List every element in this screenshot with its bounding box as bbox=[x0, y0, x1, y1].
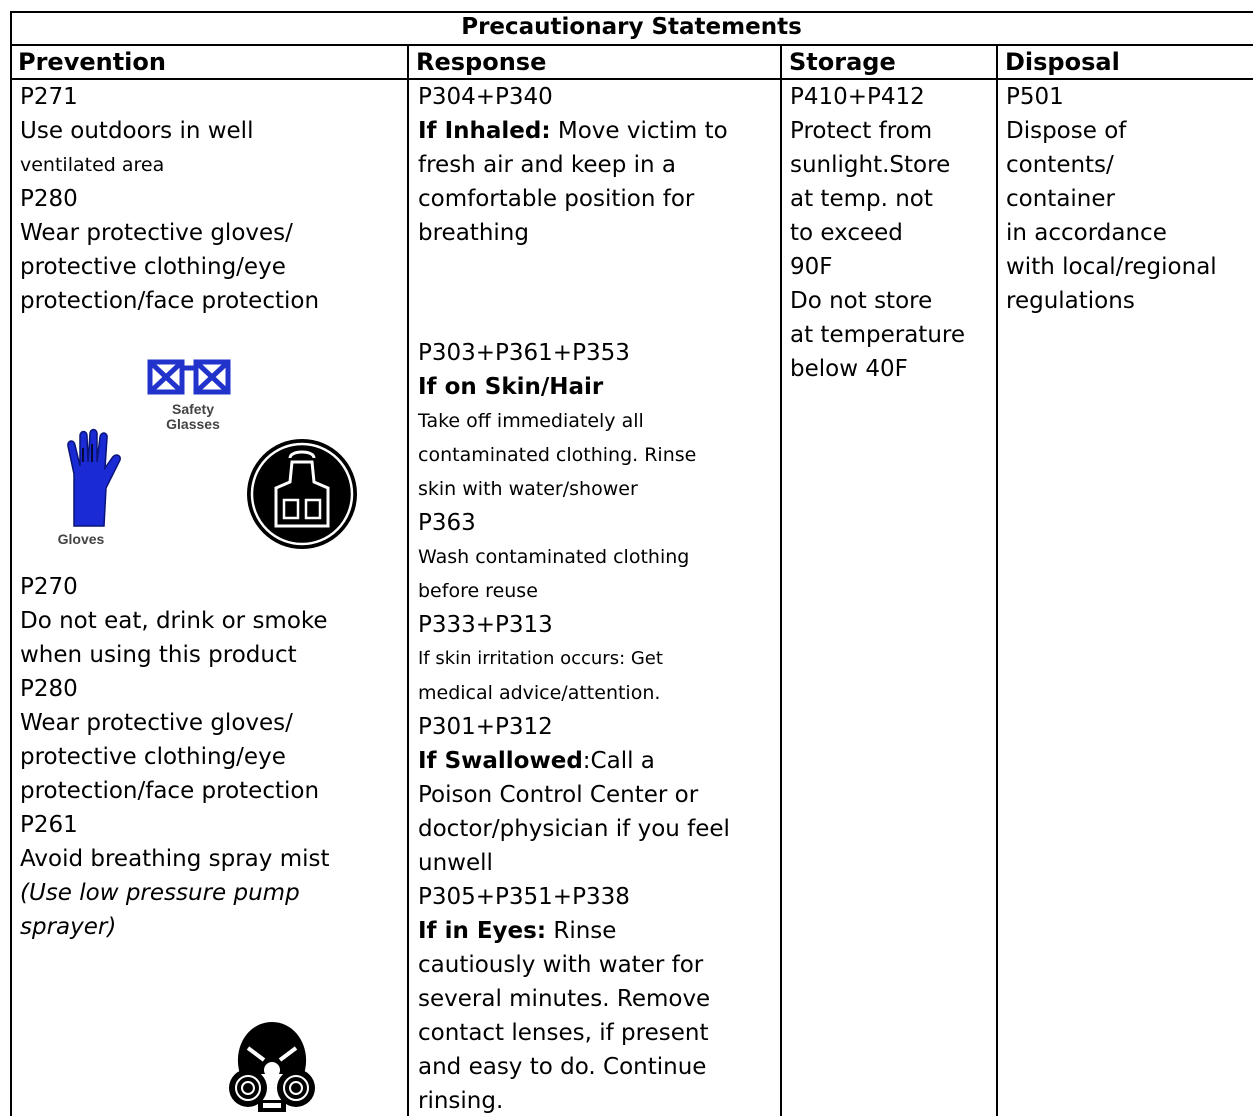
statement-text: Poison Control Center or bbox=[418, 782, 699, 808]
statement-text: to exceed bbox=[790, 220, 903, 246]
statement-text: at temp. not bbox=[790, 186, 933, 212]
statement-text bbox=[418, 744, 655, 778]
statement-heading: If on Skin/Hair bbox=[418, 374, 604, 400]
disposal-header: Disposal bbox=[1005, 48, 1120, 76]
statement-text: several minutes. Remove bbox=[418, 986, 711, 1012]
statement-heading: If in Eyes: bbox=[418, 918, 547, 944]
statement-text-part: Move victim to bbox=[550, 118, 728, 144]
statement-code: P304+P340 bbox=[418, 84, 553, 110]
statement-text: with local/regional bbox=[1006, 254, 1217, 280]
statement-text: 90F bbox=[790, 254, 833, 280]
statement-text: Avoid breathing spray mist bbox=[20, 846, 330, 872]
statement-code: P501 bbox=[1006, 84, 1064, 110]
statement-text: fresh air and keep in a bbox=[418, 152, 676, 178]
storage-header: Storage bbox=[789, 48, 896, 76]
table-border-left bbox=[10, 11, 12, 1116]
statement-text: Do not store bbox=[790, 288, 933, 314]
statement-text: Wash contaminated clothing bbox=[418, 546, 690, 568]
statement-text: when using this product bbox=[20, 642, 297, 668]
statement-text: in accordance bbox=[1006, 220, 1167, 246]
safety-glasses-label-line: Safety bbox=[171, 401, 215, 417]
statement-text: breathing bbox=[418, 220, 529, 246]
statement-text: protection/face protection bbox=[20, 778, 320, 804]
safety-glasses-icon bbox=[144, 356, 236, 398]
statement-text-part: :Call a bbox=[582, 748, 655, 774]
statement-text-part: Rinse bbox=[546, 918, 617, 944]
statement-code: P303+P361+P353 bbox=[418, 340, 630, 366]
statement-heading: If Inhaled: bbox=[418, 118, 551, 144]
column-divider bbox=[996, 44, 998, 1116]
statement-code: P280 bbox=[20, 676, 78, 702]
statement-text: doctor/physician if you feel bbox=[418, 816, 730, 842]
statement-text: If skin irritation occurs: Get bbox=[418, 648, 663, 669]
statement-code: P271 bbox=[20, 84, 78, 110]
statement-text: sunlight.Store bbox=[790, 152, 951, 178]
statement-text: skin with water/shower bbox=[418, 478, 638, 500]
statement-text: Take off immediately all bbox=[418, 410, 644, 432]
statement-text: Use outdoors in well bbox=[20, 118, 254, 144]
statement-heading: If Swallowed bbox=[418, 748, 583, 774]
statement-code: P280 bbox=[20, 186, 78, 212]
prevention-header: Prevention bbox=[18, 48, 166, 76]
statement-text: cautiously with water for bbox=[418, 952, 704, 978]
statement-text: contact lenses, if present bbox=[418, 1020, 709, 1046]
statement-text: unwell bbox=[418, 850, 493, 876]
statement-code: P333+P313 bbox=[418, 612, 553, 638]
statement-text: below 40F bbox=[790, 356, 908, 382]
statement-text: contaminated clothing. Rinse bbox=[418, 444, 697, 466]
statement-code: P410+P412 bbox=[790, 84, 925, 110]
statement-text: Wear protective gloves/ bbox=[20, 220, 293, 246]
safety-glasses-label-line: Glasses bbox=[166, 416, 220, 432]
statement-text: at temperature bbox=[790, 322, 965, 348]
statement-code: P301+P312 bbox=[418, 714, 553, 740]
statement-code: P363 bbox=[418, 510, 476, 536]
statement-text: before reuse bbox=[418, 580, 538, 602]
statement-note: sprayer) bbox=[20, 914, 117, 940]
statement-code: P270 bbox=[20, 574, 78, 600]
gloves-label: Gloves bbox=[57, 531, 105, 547]
table-title: Precautionary Statements bbox=[461, 14, 802, 40]
statement-code: P261 bbox=[20, 812, 78, 838]
statement-text bbox=[418, 914, 616, 948]
precautionary-table bbox=[10, 11, 1253, 1116]
statement-text: ventilated area bbox=[20, 154, 165, 176]
statement-note: (Use low pressure pump bbox=[20, 880, 300, 906]
apron-icon bbox=[246, 438, 358, 550]
statement-text: protective clothing/eye bbox=[20, 254, 286, 280]
statement-text: contents/ bbox=[1006, 152, 1114, 178]
statement-text: rinsing. bbox=[418, 1088, 504, 1114]
statement-text: container bbox=[1006, 186, 1115, 212]
statement-text: Wear protective gloves/ bbox=[20, 710, 293, 736]
statement-text: comfortable position for bbox=[418, 186, 695, 212]
statement-text: Do not eat, drink or smoke bbox=[20, 608, 328, 634]
column-divider bbox=[780, 44, 782, 1116]
statement-text bbox=[418, 114, 728, 148]
statement-text: protection/face protection bbox=[20, 288, 320, 314]
respirator-icon bbox=[226, 1018, 318, 1116]
statement-text: medical advice/attention. bbox=[418, 682, 661, 704]
statement-text: and easy to do. Continue bbox=[418, 1054, 707, 1080]
glove-icon bbox=[60, 428, 126, 528]
response-header: Response bbox=[416, 48, 547, 76]
statement-text: Dispose of bbox=[1006, 118, 1127, 144]
safety-glasses-label bbox=[158, 402, 228, 432]
statement-text: protective clothing/eye bbox=[20, 744, 286, 770]
column-divider bbox=[407, 44, 409, 1116]
statement-text: regulations bbox=[1006, 288, 1135, 314]
statement-text: Protect from bbox=[790, 118, 933, 144]
statement-code: P305+P351+P338 bbox=[418, 884, 630, 910]
